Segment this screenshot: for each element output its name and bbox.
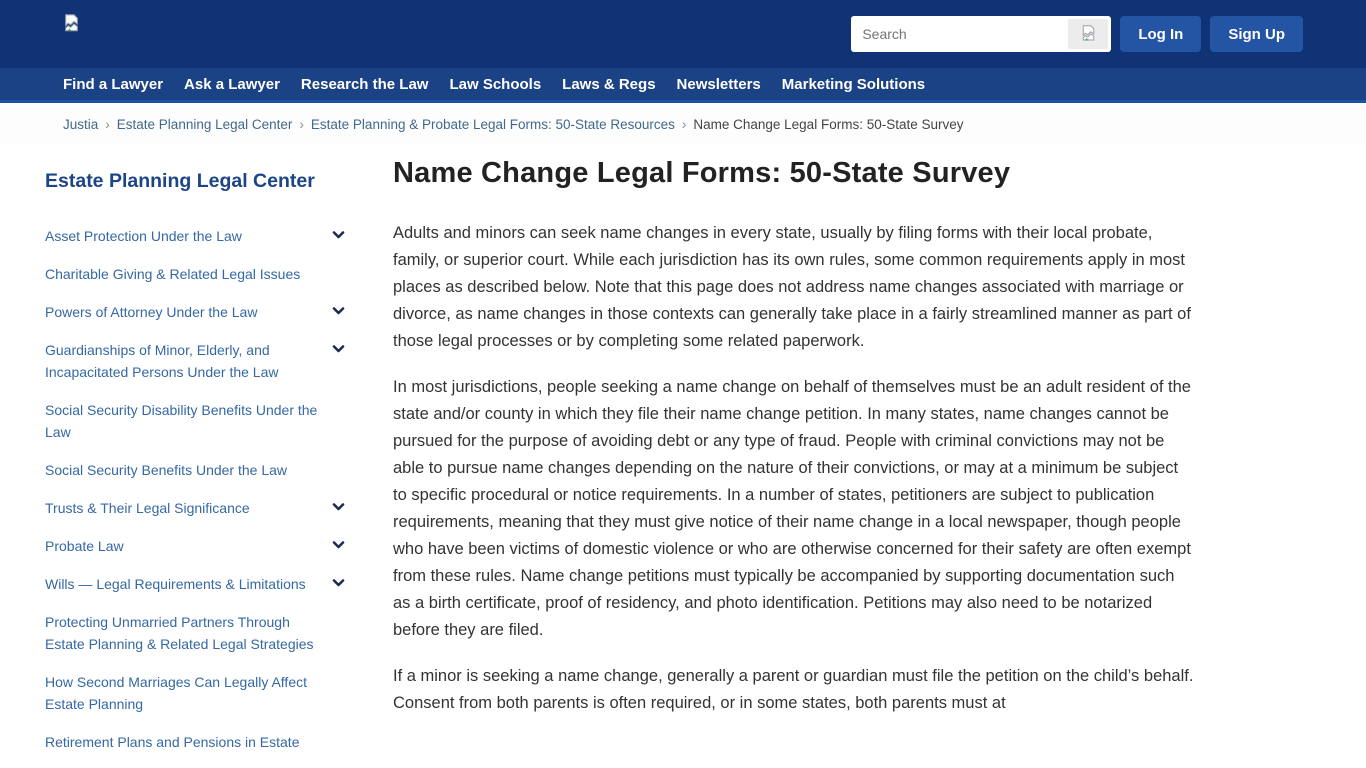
chevron-down-icon[interactable] xyxy=(332,345,345,353)
sidebar-item-label: Powers of Attorney Under the Law xyxy=(45,304,258,320)
breadcrumb-current: Name Change Legal Forms: 50-State Survey xyxy=(693,116,964,132)
sidebar-item-label: Trusts & Their Legal Significance xyxy=(45,500,250,516)
article-paragraph: In most jurisdictions, people seeking a name change on behalf of themselves must be an adult resident of the state and/or county in which they file their name change petition. In many states, name changes cannot be pursued for the purpose of avoiding debt or any type of fraud. People with criminal convictions may not be able to pursue name changes depending on the nature of their convictions, or may at a minimum be subject to specific procedural or notice requirements. In a number of states, petitioners are subject to publication requirements, meaning that they must give notice of their name change in a local newspaper, though people who have been victims of domestic violence or who are otherwise concerned for their safety are often exempt from these rules. Name change petitions must typically be accompanied by supporting documentation such as a birth certificate, proof of residency, and photo identification. Petitions may also need to be notarized before they are filed. xyxy=(393,378,1191,639)
search-input[interactable] xyxy=(854,19,1068,49)
nav-item-find-a-lawyer[interactable]: Find a Lawyer xyxy=(63,75,164,93)
login-button[interactable]: Log In xyxy=(1120,16,1201,52)
chevron-down-icon[interactable] xyxy=(332,307,345,315)
search-button[interactable] xyxy=(1068,19,1108,49)
sidebar-item-second-marriages[interactable] xyxy=(45,663,345,723)
sidebar-item-label: Guardianships of Minor, Elderly, and Incapacitated Persons Under the Law xyxy=(45,342,279,380)
sidebar-item-label: Charitable Giving & Related Legal Issues xyxy=(45,266,301,282)
sidebar-item-asset-protection[interactable] xyxy=(45,217,345,255)
article-paragraph: Adults and minors can seek name changes in every state, usually by filing forms with their local probate, family, or superior court. While each jurisdiction has its own rules, some common requirements apply in most places as described below. Note that this page does not address name changes associated with marriage or divorce, as name changes in those contexts can generally take place in a fairly streamlined manner as part of those legal processes or by completing some related paperwork. xyxy=(393,224,1191,350)
main-nav xyxy=(0,68,1366,103)
chevron-down-icon[interactable] xyxy=(332,503,345,511)
sidebar-item-label: Asset Protection Under the Law xyxy=(45,228,242,244)
sidebar-item-powers-of-attorney[interactable] xyxy=(45,293,345,331)
breadcrumb-link-50-state-resources[interactable]: Estate Planning & Probate Legal Forms: 50-State Resources xyxy=(310,116,675,132)
breadcrumb-separator: › xyxy=(299,116,304,132)
sidebar-item-charitable-giving[interactable] xyxy=(45,255,345,293)
chevron-down-icon[interactable] xyxy=(332,579,345,587)
nav-item-research-the-law[interactable]: Research the Law xyxy=(300,75,429,93)
content xyxy=(0,145,1366,761)
sidebar-item-probate-law[interactable] xyxy=(45,527,345,565)
sidebar-item-label: Social Security Disability Benefits Under the Law xyxy=(45,402,318,440)
header-actions xyxy=(851,16,1303,52)
sidebar-item-trusts[interactable] xyxy=(45,489,345,527)
sidebar xyxy=(45,145,345,761)
sidebar-item-unmarried-partners[interactable] xyxy=(45,603,345,663)
sidebar-item-label: Protecting Unmarried Partners Through Estate Planning & Related Legal Strategies xyxy=(45,614,314,652)
site-logo[interactable] xyxy=(63,0,80,68)
nav-item-marketing-solutions[interactable]: Marketing Solutions xyxy=(781,75,926,93)
article-paragraph: If a minor is seeking a name change, generally a parent or guardian must file the petition on the child’s behalf. Consent from both parents is often required, or in some states, both parents must at xyxy=(393,667,1194,712)
nav-item-law-schools[interactable]: Law Schools xyxy=(449,75,542,93)
broken-image-icon xyxy=(1081,25,1096,43)
breadcrumb-separator: › xyxy=(105,116,110,132)
sidebar-item-label: Retirement Plans and Pensions in Estate xyxy=(45,734,300,750)
nav-item-laws-regs[interactable]: Laws & Regs xyxy=(562,75,656,93)
sidebar-item-label: How Second Marriages Can Legally Affect Estate Planning xyxy=(45,674,307,712)
nav-item-ask-a-lawyer[interactable]: Ask a Lawyer xyxy=(184,75,280,93)
sidebar-item-label: Probate Law xyxy=(45,538,124,554)
breadcrumb-link-estate-planning-legal-center[interactable]: Estate Planning Legal Center xyxy=(116,116,293,132)
nav-item-newsletters[interactable]: Newsletters xyxy=(676,75,761,93)
sidebar-item-ss-benefits[interactable] xyxy=(45,451,345,489)
search-box xyxy=(851,16,1111,52)
sidebar-item-ss-disability-benefits[interactable] xyxy=(45,391,345,451)
sidebar-item-guardianships[interactable] xyxy=(45,331,345,391)
breadcrumb-link-justia[interactable]: Justia xyxy=(63,116,99,132)
breadcrumb-separator: › xyxy=(681,116,687,132)
chevron-down-icon[interactable] xyxy=(332,231,345,239)
chevron-down-icon[interactable] xyxy=(332,541,345,549)
sidebar-item-label: Wills — Legal Requirements & Limitations xyxy=(45,576,306,592)
page-title: Name Change Legal Forms: 50-State Survey xyxy=(393,157,1011,189)
broken-image-icon xyxy=(63,14,80,34)
breadcrumb xyxy=(0,103,1366,145)
main-article xyxy=(393,145,1195,761)
site-header xyxy=(0,0,1366,68)
sidebar-title[interactable]: Estate Planning Legal Center xyxy=(45,170,315,192)
sidebar-item-wills[interactable] xyxy=(45,565,345,603)
sidebar-item-retirement-plans[interactable] xyxy=(45,723,345,761)
signup-button[interactable]: Sign Up xyxy=(1210,16,1303,52)
sidebar-item-label: Social Security Benefits Under the Law xyxy=(45,462,288,478)
